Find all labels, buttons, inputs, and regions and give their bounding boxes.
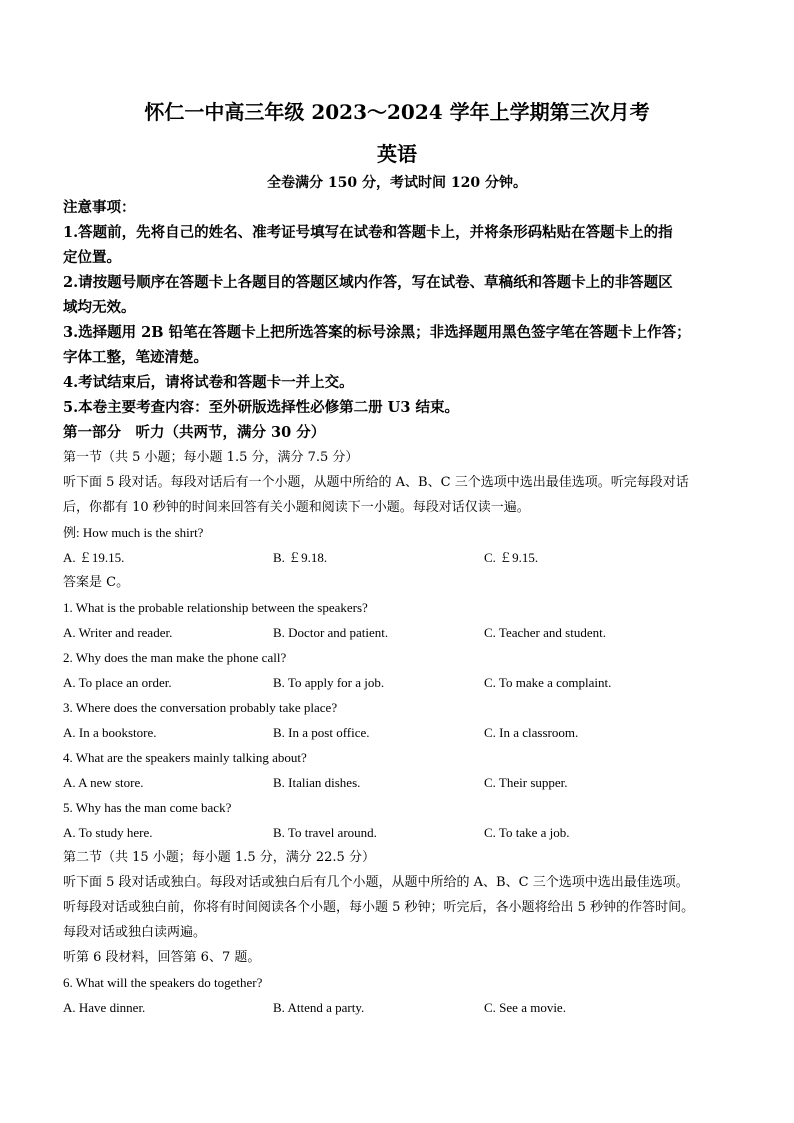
example-option-b: B. ￡9.18.	[273, 550, 328, 565]
notice-heading: 注意事项：	[63, 199, 136, 216]
notice-line: 域均无效。	[63, 299, 136, 316]
notice-line: 5.本卷主要考查内容：至外研版选择性必修第二册 U3 结束。	[63, 399, 459, 416]
example-answer: 答案是 C。	[63, 575, 130, 590]
example-option-a: A. ￡19.15.	[63, 550, 125, 565]
exam-title: 怀仁一中高三年级 2023～2024 学年上学期第三次月考	[144, 100, 650, 124]
question-5-option-c: C. To take a job.	[484, 825, 570, 840]
question-5-option-b: B. To travel around.	[273, 825, 377, 840]
section2-heading: 第二节（共 15 小题；每小题 1.5 分，满分 22.5 分）	[63, 850, 375, 865]
section2-instruction: 每段对话或独白读两遍。	[63, 925, 207, 940]
question-3-option-a: A. In a bookstore.	[63, 725, 157, 740]
notice-line: 4.考试结束后，请将试卷和答题卡一并上交。	[63, 374, 354, 391]
notice-line: 3.选择题用 2B 铅笔在答题卡上把所选答案的标号涂黑；非选择题用黑色签字笔在答题卡上作答；	[63, 324, 691, 341]
part1-heading: 第一部分 听力（共两节，满分 30 分）	[63, 424, 326, 441]
section1-instruction: 后，你都有 10 秒钟的时间来回答有关小题和阅读下一小题。每段对话仅读一遍。	[63, 500, 530, 515]
section1-instruction: 听下面 5 段对话。每段对话后有一个小题，从题中所给的 A、B、C 三个选项中选出最佳选项。听完每段对话	[63, 475, 689, 490]
example-option-c: C. ￡9.15.	[484, 550, 539, 565]
question-5-option-a: A. To study here.	[63, 825, 153, 840]
question-3-option-c: C. In a classroom.	[484, 725, 579, 740]
question-4-option-c: C. Their supper.	[484, 775, 568, 790]
question-1-option-b: B. Doctor and patient.	[273, 625, 389, 640]
question-2: 2. Why does the man make the phone call?	[63, 650, 287, 665]
question-4: 4. What are the speakers mainly talking about?	[63, 750, 307, 765]
question-4-option-b: B. Italian dishes.	[273, 775, 361, 790]
notice-line: 2.请按题号顺序在答题卡上各题目的答题区域内作答，写在试卷、草稿纸和答题卡上的非答题区	[63, 274, 673, 291]
example-question: 例: How much is the shirt?	[63, 525, 204, 540]
score-info: 全卷满分 150 分，考试时间 120 分钟。	[267, 175, 527, 191]
question-3-option-b: B. In a post office.	[273, 725, 370, 740]
notice-line: 1.答题前，先将自己的姓名、准考证号填写在试卷和答题卡上，并将条形码粘贴在答题卡上的指	[63, 224, 673, 241]
notice-line: 定位置。	[63, 249, 121, 266]
question-1-option-c: C. Teacher and student.	[484, 625, 606, 640]
section2-instruction: 听下面 5 段对话或独白。每段对话或独白后有几个小题，从题中所给的 A、B、C 三个选项中选出最佳选项。	[63, 875, 689, 890]
question-2-option-c: C. To make a complaint.	[484, 675, 612, 690]
question-6-option-a: A. Have dinner.	[63, 1000, 146, 1015]
question-2-option-a: A. To place an order.	[63, 675, 172, 690]
subject-title: 英语	[377, 142, 417, 166]
question-1-option-a: A. Writer and reader.	[63, 625, 173, 640]
question-6-option-c: C. See a movie.	[484, 1000, 566, 1015]
material-note: 听第 6 段材料，回答第 6、7 题。	[63, 950, 261, 965]
section2-instruction: 听每段对话或独白前，你将有时间阅读各个小题，每小题 5 秒钟；听完后，各小题将给出 5 秒钟的作答时间。	[63, 900, 695, 915]
question-2-option-b: B. To apply for a job.	[273, 675, 385, 690]
question-5: 5. Why has the man come back?	[63, 800, 232, 815]
section1-heading: 第一节（共 5 小题；每小题 1.5 分，满分 7.5 分）	[63, 450, 359, 465]
question-1: 1. What is the probable relationship between the speakers?	[63, 600, 368, 615]
question-4-option-a: A. A new store.	[63, 775, 144, 790]
question-6-option-b: B. Attend a party.	[273, 1000, 365, 1015]
notice-line: 字体工整，笔迹清楚。	[63, 349, 208, 366]
question-6: 6. What will the speakers do together?	[63, 975, 263, 990]
question-3: 3. Where does the conversation probably take place?	[63, 700, 338, 715]
